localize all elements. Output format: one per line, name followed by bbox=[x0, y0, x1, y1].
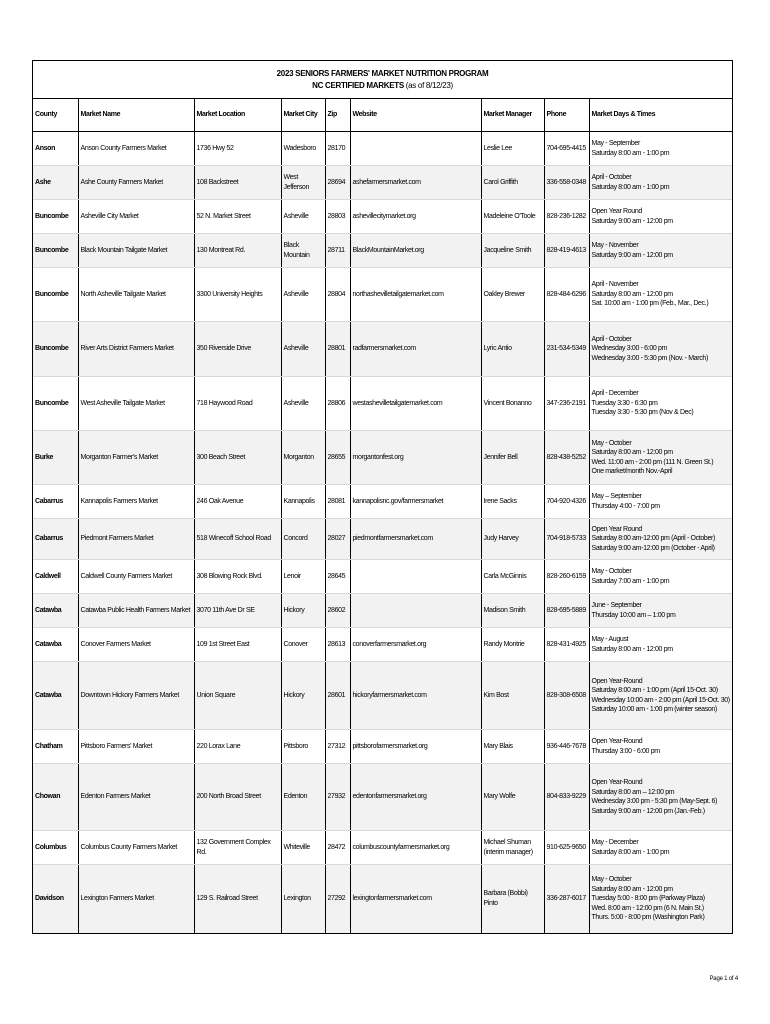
market-manager-cell: Randy Montrie bbox=[481, 628, 544, 662]
zip-cell: 28027 bbox=[325, 519, 350, 560]
website-cell[interactable]: kannapolisnc.gov/farmersmarket bbox=[350, 485, 481, 519]
column-header: Market Name bbox=[78, 99, 194, 132]
market-manager-cell: Madeleine O'Toole bbox=[481, 200, 544, 234]
market-name-cell: Caldwell County Farmers Market bbox=[78, 560, 194, 594]
market-city-cell: Pittsboro bbox=[281, 730, 325, 764]
table-row bbox=[33, 431, 732, 485]
table-row bbox=[33, 831, 732, 865]
website-cell[interactable]: pittsborofarmersmarket.org bbox=[350, 730, 481, 764]
phone-cell: 804-833-9229 bbox=[544, 764, 589, 831]
table-row bbox=[33, 485, 732, 519]
website-cell[interactable]: ashefarmersmarket.com bbox=[350, 166, 481, 200]
market-name-cell: Asheville City Market bbox=[78, 200, 194, 234]
market-city-cell: Asheville bbox=[281, 322, 325, 377]
market-manager-cell: Barbara (Bobbi) Pinto bbox=[481, 865, 544, 933]
market-days-cell bbox=[589, 831, 732, 865]
market-days-cell bbox=[589, 431, 732, 485]
website-cell[interactable]: columbuscountyfarmersmarket.org bbox=[350, 831, 481, 865]
market-days-cell bbox=[589, 519, 732, 560]
market-name-cell: Edenton Farmers Market bbox=[78, 764, 194, 831]
county-cell: Cabarrus bbox=[33, 485, 78, 519]
market-days-line: Wed. 11:00 am - 2:00 pm (111 N. Green St.) bbox=[591, 458, 714, 466]
market-days-line: Tuesday 5:00 - 8:00 pm (Parkway Plaza) bbox=[591, 895, 705, 902]
market-city-cell: Asheville bbox=[281, 268, 325, 322]
market-days-line: April - December bbox=[591, 390, 639, 398]
market-city-cell: Conover bbox=[281, 628, 325, 662]
table-row bbox=[33, 200, 732, 234]
market-days-cell bbox=[589, 662, 732, 730]
market-days-line: Open Year Round bbox=[591, 525, 642, 533]
column-header: Market City bbox=[281, 99, 325, 132]
market-city-cell: West Jefferson bbox=[281, 166, 325, 200]
market-city-cell: Lexington bbox=[281, 865, 325, 933]
website-cell[interactable]: lexingtonfarmersmarket.com bbox=[350, 865, 481, 933]
market-days-line: Thurs. 5:00 - 8:00 pm (Washington Park) bbox=[591, 914, 705, 921]
market-days-line: May – September bbox=[591, 493, 642, 500]
column-header: Website bbox=[350, 99, 481, 132]
table-row bbox=[33, 166, 732, 200]
subtitle-bold: NC CERTIFIED MARKETS bbox=[312, 81, 404, 90]
market-name-cell: Black Mountain Tailgate Market bbox=[78, 234, 194, 268]
zip-cell: 27932 bbox=[325, 764, 350, 831]
market-manager-cell: Mary Wolfe bbox=[481, 764, 544, 831]
market-name-cell: Anson County Farmers Market bbox=[78, 132, 194, 166]
market-manager-cell: Jacqueline Smith bbox=[481, 234, 544, 268]
market-name-cell: Downtown Hickory Farmers Market bbox=[78, 662, 194, 730]
county-cell: Buncombe bbox=[33, 322, 78, 377]
county-cell: Catawba bbox=[33, 594, 78, 628]
market-days-cell bbox=[589, 594, 732, 628]
zip-cell: 28170 bbox=[325, 132, 350, 166]
market-name-cell: Columbus County Farmers Market bbox=[78, 831, 194, 865]
county-cell: Davidson bbox=[33, 865, 78, 933]
phone-cell: 347-236-2191 bbox=[544, 377, 589, 431]
market-days-line: Wednesday 3:00 pm - 5:30 pm (May-Sept. 6) bbox=[591, 798, 718, 805]
market-days-line: Saturday 8:00 am - 1:00 pm (April 15-Oct. 30) bbox=[591, 687, 718, 694]
market-days-line: May - August bbox=[591, 636, 629, 643]
table-row bbox=[33, 268, 732, 322]
table-row bbox=[33, 865, 732, 933]
market-manager-cell: Vincent Bonanno bbox=[481, 377, 544, 431]
market-days-line: Saturday 8:00 am-12:00 pm (April - October) bbox=[591, 535, 715, 543]
phone-cell: 336-287-6017 bbox=[544, 865, 589, 933]
market-location-cell: 220 Lorax Lane bbox=[194, 730, 281, 764]
phone-cell: 231-534-5349 bbox=[544, 322, 589, 377]
market-days-cell bbox=[589, 485, 732, 519]
phone-cell: 704-918-5733 bbox=[544, 519, 589, 560]
phone-cell: 704-695-4415 bbox=[544, 132, 589, 166]
zip-cell: 28655 bbox=[325, 431, 350, 485]
market-name-cell: Pittsboro Farmers' Market bbox=[78, 730, 194, 764]
market-city-cell: Concord bbox=[281, 519, 325, 560]
market-days-line: May - October bbox=[591, 439, 632, 447]
market-days-line: Saturday 8:00 am - 12:00 pm bbox=[591, 645, 673, 653]
market-city-cell: Edenton bbox=[281, 764, 325, 831]
market-days-line: Tuesday 3:30 - 6:30 pm bbox=[591, 399, 658, 407]
market-days-cell bbox=[589, 865, 732, 933]
market-days-cell bbox=[589, 322, 732, 377]
phone-cell: 828-484-6296 bbox=[544, 268, 589, 322]
county-cell: Burke bbox=[33, 431, 78, 485]
market-days-line: Saturday 9:00 am - 12:00 pm (Jan.-Feb.) bbox=[591, 807, 705, 815]
market-days-line: Open Year-Round bbox=[591, 738, 643, 745]
website-cell[interactable]: BlackMountainMarket.org bbox=[350, 234, 481, 268]
market-name-cell: Morganton Farmer's Market bbox=[78, 431, 194, 485]
website-cell[interactable]: ashevillecitymarket.org bbox=[350, 200, 481, 234]
county-cell: Catawba bbox=[33, 628, 78, 662]
market-location-cell: 3300 University Heights bbox=[194, 268, 281, 322]
page-number: Page 1 of 4 bbox=[709, 976, 738, 982]
market-city-cell: Kannapolis bbox=[281, 485, 325, 519]
market-days-line: Saturday 8:00 am - 12:00 pm bbox=[591, 449, 673, 456]
zip-cell: 28613 bbox=[325, 628, 350, 662]
website-cell[interactable]: edentonfarmersmarket.org bbox=[350, 764, 481, 831]
market-manager-cell: Kim Bost bbox=[481, 662, 544, 730]
county-cell: Catawba bbox=[33, 662, 78, 730]
market-days-cell bbox=[589, 200, 732, 234]
zip-cell: 28602 bbox=[325, 594, 350, 628]
market-days-line: Saturday 9:00 am-12:00 pm (October - April) bbox=[591, 544, 715, 552]
zip-cell: 28472 bbox=[325, 831, 350, 865]
table-row bbox=[33, 377, 732, 431]
phone-cell: 910-625-9650 bbox=[544, 831, 589, 865]
market-name-cell: North Asheville Tailgate Market bbox=[78, 268, 194, 322]
markets-table bbox=[33, 99, 732, 933]
market-manager-cell: Irene Sacks bbox=[481, 485, 544, 519]
table-row bbox=[33, 132, 732, 166]
column-header: Phone bbox=[544, 99, 589, 132]
county-cell: Chowan bbox=[33, 764, 78, 831]
market-location-cell: 300 Beach Street bbox=[194, 431, 281, 485]
market-days-line: June - September bbox=[591, 602, 642, 609]
county-cell: Buncombe bbox=[33, 234, 78, 268]
market-city-cell: Morganton bbox=[281, 431, 325, 485]
market-name-cell: Ashe County Farmers Market bbox=[78, 166, 194, 200]
website-cell[interactable]: westashevilletailgatemarket.com bbox=[350, 377, 481, 431]
market-name-cell: Piedmont Farmers Market bbox=[78, 519, 194, 560]
market-days-line: Open Year Round bbox=[591, 208, 642, 215]
zip-cell: 28806 bbox=[325, 377, 350, 431]
phone-cell: 828-308-6508 bbox=[544, 662, 589, 730]
market-days-cell bbox=[589, 234, 732, 268]
market-location-cell: Union Square bbox=[194, 662, 281, 730]
website-cell[interactable]: radfarmersmarket.com bbox=[350, 322, 481, 377]
market-manager-cell: Judy Harvey bbox=[481, 519, 544, 560]
market-days-line: Wednesday 10:00 am - 2:00 pm (April 15-Oct. 30) bbox=[591, 696, 730, 704]
market-location-cell: 1736 Hwy 52 bbox=[194, 132, 281, 166]
market-location-cell: 518 Winecoff School Road bbox=[194, 519, 281, 560]
column-header: Zip bbox=[325, 99, 350, 132]
phone-cell: 828-260-6159 bbox=[544, 560, 589, 594]
market-days-cell bbox=[589, 730, 732, 764]
phone-cell: 828-431-4925 bbox=[544, 628, 589, 662]
market-days-line: May - October bbox=[591, 876, 632, 883]
phone-cell: 828-695-5889 bbox=[544, 594, 589, 628]
table-body bbox=[33, 132, 732, 933]
market-city-cell: Asheville bbox=[281, 200, 325, 234]
market-days-line: Saturday 7:00 am - 1:00 pm bbox=[591, 577, 670, 585]
market-days-line: Saturday 9:00 am - 12:00 pm bbox=[591, 251, 673, 259]
zip-cell: 28694 bbox=[325, 166, 350, 200]
market-days-line: Saturday 10:00 am - 1:00 pm (winter season) bbox=[591, 706, 717, 713]
market-manager-cell: Carla McGinnis bbox=[481, 560, 544, 594]
market-days-cell bbox=[589, 166, 732, 200]
market-days-line: April - October bbox=[591, 174, 632, 181]
market-manager-cell: Jennifer Bell bbox=[481, 431, 544, 485]
website-cell[interactable]: hickoryfarmersmarket.com bbox=[350, 662, 481, 730]
market-days-cell bbox=[589, 764, 732, 831]
market-location-cell: 129 S. Railroad Street bbox=[194, 865, 281, 933]
zip-cell: 27312 bbox=[325, 730, 350, 764]
market-manager-cell: Carol Griffith bbox=[481, 166, 544, 200]
zip-cell: 28645 bbox=[325, 560, 350, 594]
market-manager-cell: Michael Shuman (interim manager) bbox=[481, 831, 544, 865]
market-days-line: April - October bbox=[591, 335, 632, 343]
market-days-line: May - September bbox=[591, 140, 640, 147]
market-days-line: Sat. 10:00 am - 1:00 pm (Feb., Mar., Dec.) bbox=[591, 300, 709, 308]
market-city-cell: Wadesboro bbox=[281, 132, 325, 166]
website-cell[interactable]: conoverfarmersmarket.org bbox=[350, 628, 481, 662]
market-listing-sheet bbox=[32, 60, 733, 934]
market-days-line: Wednesday 3:00 - 5:30 pm (Nov. - March) bbox=[591, 354, 708, 362]
market-name-cell: River Arts District Farmers Market bbox=[78, 322, 194, 377]
table-row bbox=[33, 560, 732, 594]
market-days-cell bbox=[589, 132, 732, 166]
zip-cell: 27292 bbox=[325, 865, 350, 933]
market-location-cell: 52 N. Market Street bbox=[194, 200, 281, 234]
market-days-line: Thursday 3:00 - 6:00 pm bbox=[591, 747, 660, 755]
website-cell[interactable]: northashevilletailgatemarket.com bbox=[350, 268, 481, 322]
county-cell: Anson bbox=[33, 132, 78, 166]
market-location-cell: 3070 11th Ave Dr SE bbox=[194, 594, 281, 628]
table-row bbox=[33, 730, 732, 764]
market-city-cell: Asheville bbox=[281, 377, 325, 431]
column-header: Market Manager bbox=[481, 99, 544, 132]
market-days-line: Saturday 8:00 am - 1:00 pm bbox=[591, 183, 670, 191]
market-days-line: Saturday 8:00 am - 12:00 pm bbox=[591, 885, 673, 893]
zip-cell: 28081 bbox=[325, 485, 350, 519]
county-cell: Chatham bbox=[33, 730, 78, 764]
market-days-cell bbox=[589, 377, 732, 431]
phone-cell: 828-236-1282 bbox=[544, 200, 589, 234]
market-days-line: Saturday 9:00 am - 12:00 pm bbox=[591, 217, 673, 225]
market-days-line: Open Year-Round bbox=[591, 779, 643, 786]
market-manager-cell: Mary Blais bbox=[481, 730, 544, 764]
market-days-line: April - November bbox=[591, 281, 639, 289]
county-cell: Buncombe bbox=[33, 268, 78, 322]
table-header-row bbox=[33, 99, 732, 132]
market-days-line: Wednesday 3:00 - 6:00 pm bbox=[591, 345, 668, 353]
market-location-cell: 130 Montreat Rd. bbox=[194, 234, 281, 268]
market-city-cell: Black Mountain bbox=[281, 234, 325, 268]
market-manager-cell: Oakley Brewer bbox=[481, 268, 544, 322]
market-manager-cell: Leslie Lee bbox=[481, 132, 544, 166]
market-city-cell: Hickory bbox=[281, 662, 325, 730]
phone-cell: 828-419-4613 bbox=[544, 234, 589, 268]
phone-cell: 704-920-4326 bbox=[544, 485, 589, 519]
market-name-cell: Kannapolis Farmers Market bbox=[78, 485, 194, 519]
market-location-cell: 108 Backstreet bbox=[194, 166, 281, 200]
market-manager-cell: Madison Smith bbox=[481, 594, 544, 628]
market-days-line: Open Year-Round bbox=[591, 677, 643, 685]
table-row bbox=[33, 234, 732, 268]
table-row bbox=[33, 628, 732, 662]
market-days-cell bbox=[589, 268, 732, 322]
zip-cell: 28601 bbox=[325, 662, 350, 730]
market-location-cell: 132 Government Complex Rd. bbox=[194, 831, 281, 865]
county-cell: Ashe bbox=[33, 166, 78, 200]
subtitle-date: (as of 8/12/23) bbox=[403, 81, 453, 90]
market-days-line: May - November bbox=[591, 242, 639, 249]
market-name-cell: Catawba Public Health Farmers Market bbox=[78, 594, 194, 628]
market-location-cell: 246 Oak Avenue bbox=[194, 485, 281, 519]
phone-cell: 828-438-5252 bbox=[544, 431, 589, 485]
column-header: Market Location bbox=[194, 99, 281, 132]
market-location-cell: 718 Haywood Road bbox=[194, 377, 281, 431]
market-days-line: One market/month Nov.-April bbox=[591, 468, 673, 475]
website-cell[interactable]: piedmontfarmersmarket.com bbox=[350, 519, 481, 560]
county-cell: Caldwell bbox=[33, 560, 78, 594]
market-name-cell: Lexington Farmers Market bbox=[78, 865, 194, 933]
document-subtitle bbox=[33, 81, 732, 90]
website-cell bbox=[350, 594, 481, 628]
market-manager-cell: Lyric Antio bbox=[481, 322, 544, 377]
website-cell bbox=[350, 132, 481, 166]
column-header: Market Days & Times bbox=[589, 99, 732, 132]
market-days-line: Tuesday 3:30 - 5:30 pm (Nov & Dec) bbox=[591, 409, 694, 417]
market-days-line: May - December bbox=[591, 839, 639, 846]
market-location-cell: 109 1st Street East bbox=[194, 628, 281, 662]
market-days-line: Saturday 8:00 am – 12:00 pm bbox=[591, 788, 675, 796]
zip-cell: 28801 bbox=[325, 322, 350, 377]
column-header: County bbox=[33, 99, 78, 132]
market-days-line: Thursday 4:00 - 7:00 pm bbox=[591, 502, 660, 510]
website-cell[interactable]: morgantonfest.org bbox=[350, 431, 481, 485]
market-days-line: Saturday 8:00 am - 1:00 pm bbox=[591, 149, 670, 157]
market-days-cell bbox=[589, 560, 732, 594]
document-title: 2023 SENIORS FARMERS' MARKET NUTRITION PROGRAM bbox=[276, 69, 489, 78]
table-row bbox=[33, 519, 732, 560]
market-days-line: Saturday 8:00 am - 1:00 pm bbox=[591, 848, 670, 856]
county-cell: Columbus bbox=[33, 831, 78, 865]
market-name-cell: West Asheville Tailgate Market bbox=[78, 377, 194, 431]
table-row bbox=[33, 594, 732, 628]
phone-cell: 936-446-7678 bbox=[544, 730, 589, 764]
document-header bbox=[33, 61, 732, 99]
market-location-cell: 200 North Broad Street bbox=[194, 764, 281, 831]
market-city-cell: Hickory bbox=[281, 594, 325, 628]
zip-cell: 28711 bbox=[325, 234, 350, 268]
market-location-cell: 308 Blowing Rock Blvd. bbox=[194, 560, 281, 594]
zip-cell: 28803 bbox=[325, 200, 350, 234]
market-days-cell bbox=[589, 628, 732, 662]
market-location-cell: 350 Riverside Drive bbox=[194, 322, 281, 377]
market-city-cell: Lenoir bbox=[281, 560, 325, 594]
market-days-line: Wed. 8:00 am - 12:00 pm (6 N. Main St.) bbox=[591, 904, 704, 912]
market-days-line: Saturday 8:00 am - 12:00 pm bbox=[591, 290, 673, 298]
county-cell: Buncombe bbox=[33, 200, 78, 234]
market-days-line: May - October bbox=[591, 568, 632, 575]
county-cell: Cabarrus bbox=[33, 519, 78, 560]
county-cell: Buncombe bbox=[33, 377, 78, 431]
website-cell bbox=[350, 560, 481, 594]
table-row bbox=[33, 322, 732, 377]
market-days-line: Thursday 10:00 am – 1:00 pm bbox=[591, 611, 676, 619]
table-row bbox=[33, 764, 732, 831]
market-city-cell: Whiteville bbox=[281, 831, 325, 865]
table-row bbox=[33, 662, 732, 730]
phone-cell: 336-558-0348 bbox=[544, 166, 589, 200]
market-name-cell: Conover Farmers Market bbox=[78, 628, 194, 662]
zip-cell: 28804 bbox=[325, 268, 350, 322]
